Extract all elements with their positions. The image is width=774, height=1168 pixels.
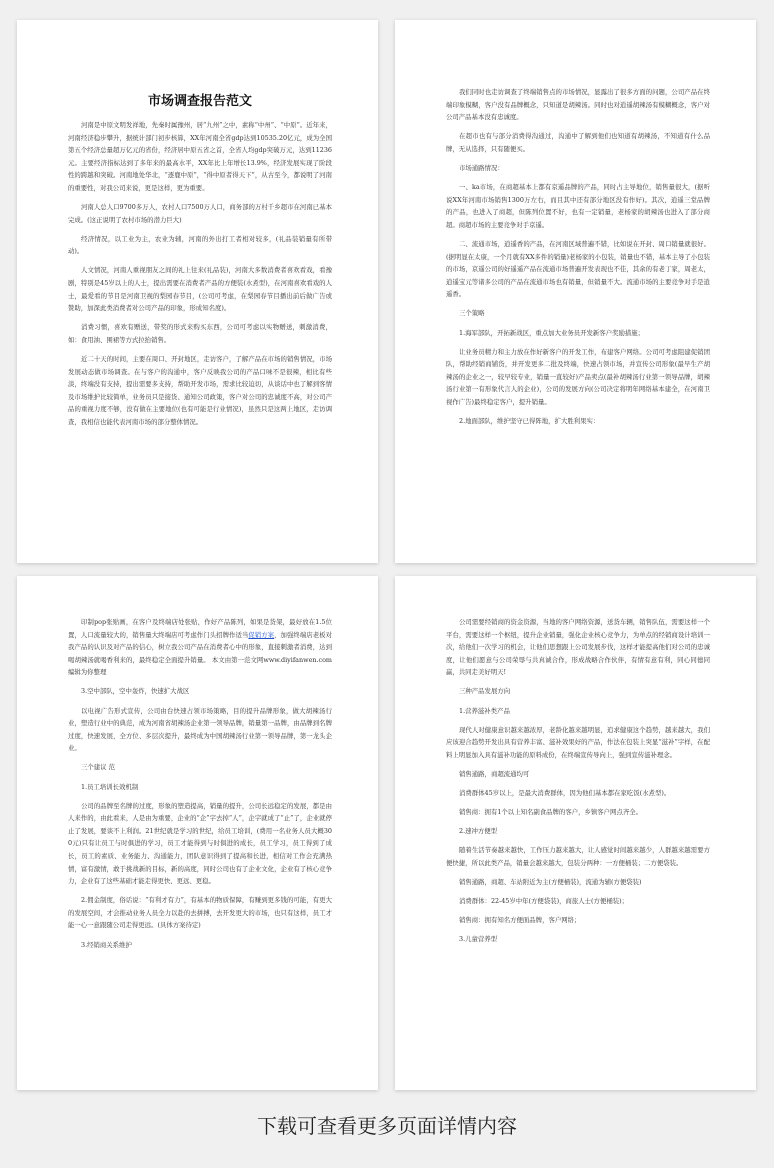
paragraph: 销售商：拥有知名方便面品牌，客户网络； <box>459 916 581 925</box>
section-heading: 3.儿童营养型 <box>459 935 498 944</box>
promotion-plan-link[interactable]: 促销方案 <box>248 630 275 639</box>
document-page-3 <box>17 576 378 1090</box>
paragraph: 销售通路，商超、车站附近为主(方便桶装)，流通为辅(方便袋装) <box>459 878 642 886</box>
paragraph: 人文情况，河南人重视朋友之间的礼上往来(礼品装)，河南大多数消费者喜欢看戏，看豫剧，特别是45岁以上的人士，提出需要在消费者产品的方便装(水煮型)，在河南喜欢看戏的人士，最爱看的节目是河南卫视的梨园春节目，(公司可考虑，在梨园春节目播出前后做广告或赞助，加深此类消费者对公司产品的印象，形成知名度)。 <box>68 266 332 313</box>
paragraph: 消费群体：22-45岁中年(方便袋装)，商旅人士(方便桶装)； <box>459 897 628 906</box>
document-title: 市场调查报告范文 <box>147 94 252 109</box>
paragraph: 随着生活节奏越来越快，工作压力越来越大，让人感觉时间越来越少，人群越来越需要方便快捷，所以此类产品，销量会越来越大，包装分两种：一方便桶装；二方便袋装。 <box>446 846 710 867</box>
paragraph: 1.海军部队，开拓新战区，重点加大业务员开发新客户奖励措施； <box>459 328 645 337</box>
paragraph: 公司需要经销商的资金资源，当地的客户网络资源，送货车辆，销售队伍，需要这样一个平台，需要这样一个枢纽，提升企业销量，强化企业核心竞争力，为单点的经销商设计培训一次，给他们一次学习的机会，让他们思想跟上公司发展步伐，这样才能提高他们对公司的忠诚度，让他们愿意与公司荣辱与共真诚合作，形成战略合作伙伴，有情有意有利，同心同德同赢，共同走美好明天! <box>446 618 710 677</box>
paragraph: 经济情况，以工业为主，农业为辅，河南的外出打工者相对较多，(礼品装销量有所带动)。 <box>68 234 332 256</box>
document-page-2 <box>395 20 756 563</box>
document-page-1 <box>17 20 378 563</box>
paragraph: 消费习惯，喜欢有赠送，带奖的形式来购买东西，公司可考虑以实物赠送，刺激消费，如：食用油、围裙等方式拉抬销售。 <box>68 323 332 344</box>
paragraph: 销售通路，商超流通均可 <box>459 769 530 778</box>
section-heading: 市场通路情况： <box>459 163 504 172</box>
section-heading: 1.营养滋补类产品 <box>459 706 510 715</box>
paragraph: 河南是中原文明发祥地，先秦时属豫州，居“九州”之中，素称“中州”、“中原”。近年来，河南经济稳步攀升，据统计部门初步核算，XX年河南全省gdp达到10535.20亿元，成为全国第五个经济总量超万亿元的省份，经济居中原五省之首，全省人均gdp突破万元，达到11236元。主要经济指标达到了多年来的最高水平，XX年比上年增长13.9%，经济发展实现了阶段性的跨越和突破。河南地处华北，“逐鹿中原”，“得中原者得天下”，从古至今，都说明了河南的重要性，对我公司来说，更是这样，更为重要。 <box>68 121 332 192</box>
paragraph: 一、ka市场，在商超基本上都有京遥品牌的产品，同时占主导地位，销售量很大，(据听说XX年河南市场销售1300万左右，而且其中还有部分地区没有作好)。其次，逍遥三堂品牌的产品，也进入了商超，但陈列位置不好，也有一定销量，老杨家的胡辣汤也进入了部分商超。商超市场的主要竞争对手京遥。 <box>446 183 710 229</box>
section-heading: 1.员工培训长效机制 <box>81 782 139 791</box>
section-heading: 3.空中部队，空中轰炸，快速扩大战区 <box>81 687 190 696</box>
paragraph: 公司的品牌至名牌的过度，形象的塑造提高，销量的提升，公司长远稳定的发展，都是由人来作的，由此看来，人是由为重要，企业的“企”字去掉“人”，企字就成了“止”了，企业就停止了发展，要谈不上利润。21世纪就是学习的世纪，给员工培训，(费用一名业务人员大概300元)只有让员工与时俱进的学习，员工才能得到与时俱进的成长，员工学习，员工得到了成长，员工的素质、业务能力、沟通能力，团队意识得到了提高和长进，相信对工作会充满热情，富有激情，敢于挑战新的目标，新的高度，同时公司也有了企业文化，企业有了核心竞争力，企业有了这些基础才能走得更快、更远、更稳。 <box>68 801 332 886</box>
paragraph: 在超市也有与部分消费得沟通过，沟通中了解到他们也知道有胡辣汤，不知道有什么品牌，无从选择，只有随便买。 <box>446 132 710 153</box>
section-heading: 三个建议 范 <box>81 763 115 772</box>
section-heading: 2.速冲方便型 <box>459 827 498 836</box>
paragraph-text: ，加强终端店老板对我产品的认识及对产品的信心，树立我公司产品在消费者心中的形象，直接刺激者消费，达到喝胡辣汤就喝香利来的，最终稳定全面提升销量。 本文由第一范文网www.diyifanwen.com编辑为你整理 <box>68 630 333 677</box>
paragraph: 以电视广告形式宣传，公司由台快速占领市场策略，目的提升品牌形象，做大胡辣汤行业，塑造行业中的典范，成为河南省胡辣汤企业第一领导品牌，销量第一品牌，由品牌到名牌过度，快速发展，全方位、多层次提升，最终成为中国胡辣汤行业第一领导品牌，第一龙头企业。 <box>68 706 332 753</box>
paragraph: 2.佣金制度，俗话说：“有利才有力”，有基本的物质保障，有赚到更多钱的可能，有更大的发展空间，才会推动业务人员全力以赴的去拼搏，去开发更大的市场，也只有这样，员工才能一心一意跟随公司走得更远。(具体方案待定) <box>68 896 332 930</box>
section-heading: 三种产品发展方向 <box>459 687 511 696</box>
paragraph: 我们同时也走访调查了终端销售点的市场情况，显露出了很多方面的问题，公司产品在终端印象模糊，客户没有品牌概念，只知道是胡辣汤。同时也对逍遥胡辣汤有模糊概念，客户对公司产品基本没有忠诚度。 <box>446 88 710 122</box>
section-heading: 3.经销商关系维护 <box>81 940 132 949</box>
paragraph: 2.地面部队，维护坚守已得阵地，扩大胜利果实： <box>459 417 600 426</box>
paragraph: 二、流通市场，逍遥香的产品，在河南区域普遍不错，比如说在开封、周口销量就很好。(据明显在太康，一个月就有XX多件的销量)老杨家的小包装，销量也不错，基本主导了小包装的市场，京遥公司的好遥遥产品在流通市场普遍开发表现也不佳，其余的有老丁家，周老太，逍遥宝元等诸多公司的产品在流通市场也有销量，但销量不大。流通市场的主要竞争对手是逍遥香。 <box>446 239 710 299</box>
paragraph: 消费群体45岁以上，是最大消费群体，因为他们基本都在家吃饭(水煮型)。 <box>459 789 671 798</box>
download-more-prompt[interactable]: 下载可查看更多页面详情内容 <box>257 1114 517 1138</box>
paragraph: 现代人对健康意识越来越浓厚，老龄化越来越明显，追求健康这个趋势，越来越大，我们应该迎合趋势开发出具有营养丰富、滋补效果好的产品，作法在包装上突显“滋补”字样，在配料上明显加入具有滋补功能的原料成份，在终端宣传导向上，强到宣传滋补理念。 <box>446 725 710 759</box>
paragraph: 近二十天的时间，主要在周口、开封地区，走访客户，了解产品在市场的销售情况，市场发展动态做市场调查。在与客户的沟通中，客户反映我公司的产品口味不是很辣，相比有些淡，终端没有支持，提出需要多支持，帮助开发市场，需求比较迫切，从谈话中也了解到客情及市场维护比较简单，业务员只是接货、通知公司政策，客户对公司的忠诚度不高，对公司产品的重视力度不够，没有做在主要地位(也有可能是行业情况)，虽然只是这两上地区，走访调查，我相信也能代表河南市场的部分整体情况。 <box>68 355 332 426</box>
paragraph-text: 印制pop张贴画，在客户及终端店处张贴，作好产品陈列，如果是货架，最好放在1.5位置，人口流量较大的，销售量大终端店可考虑作门头招牌作适当 <box>68 618 332 639</box>
section-heading: 三个策略 <box>459 309 485 318</box>
paragraph: 河南人总人口9700多万人，农村人口7500万人口，商务部的万村千乡超市在河南已基本完成。(这正说明了农村市场的潜力巨大) <box>68 203 332 224</box>
document-page-4 <box>395 576 756 1090</box>
paragraph <box>68 616 332 679</box>
paragraph: 销售商：拥有1个以上知名副食品牌的客户，乡镇客户网点齐全。 <box>459 808 643 817</box>
paragraph: 让业务员精力和主力放在作好新客户的开发工作，布建客户网络。公司可考虑阻建促销团队，帮助经销商铺货，并开发更多二批及终端，快速占领市场，并宣传公司形象(最早生产胡辣汤的企业之一，较早较专业，销量一直较好)产品卖点(最补胡辣汤行业第一领导品牌，胡辣汤行业第一有形象代言人的企业)，公司的发展方向(公司决定将明年网络基本建全，在河南卫视作广告)最终稳定客户，提升销量。 <box>446 347 710 406</box>
